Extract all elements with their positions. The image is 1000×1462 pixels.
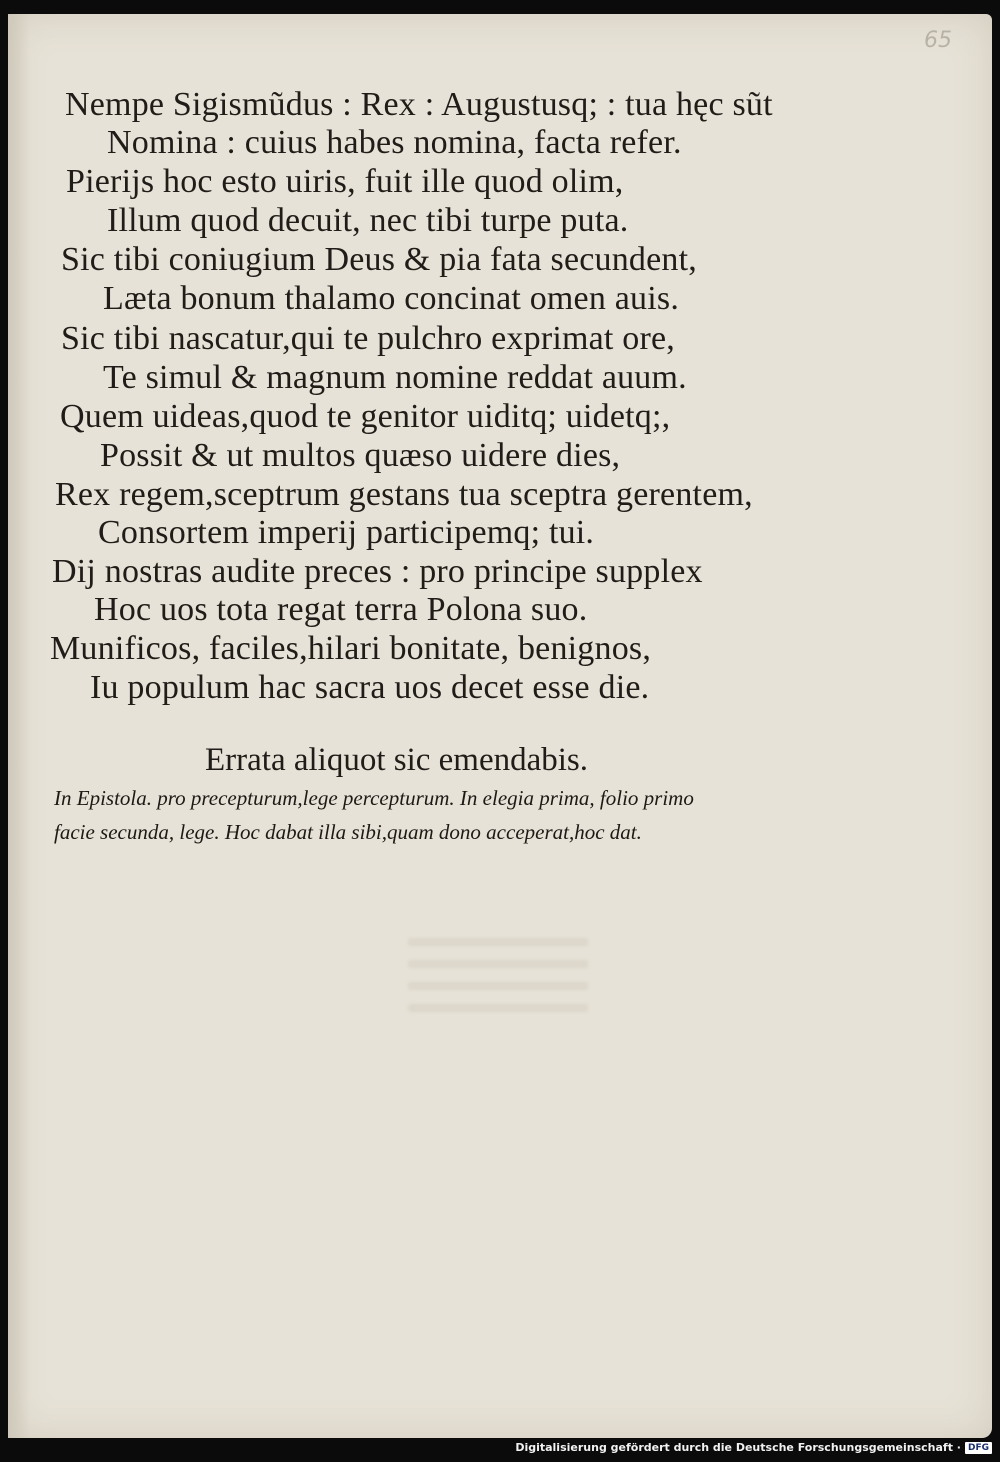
page-gutter-shadow bbox=[8, 14, 30, 1438]
dfg-logo: DFG bbox=[965, 1442, 992, 1454]
verse-line: Consortem imperij participemq; tui. bbox=[98, 514, 595, 551]
verse-line: Quem uideas,quod te genitor uiditq; uidetq;, bbox=[60, 398, 671, 435]
verse-line: Pierijs hoc esto uiris, fuit ille quod olim, bbox=[66, 163, 624, 200]
funding-credit-text: Digitalisierung gefördert durch die Deutsche Forschungsgemeinschaft · bbox=[515, 1441, 961, 1454]
verse-line: Læta bonum thalamo concinat omen auis. bbox=[103, 280, 680, 317]
verse-line: Iu populum hac sacra uos decet esse die. bbox=[90, 669, 650, 706]
verse-line: Nempe Sigismũdus : Rex : Augustusq; : tua hęc sũt bbox=[65, 86, 773, 123]
verse-line: Dij nostras audite preces : pro principe supplex bbox=[52, 553, 703, 590]
verse-line: Possit & ut multos quæso uidere dies, bbox=[100, 437, 621, 474]
ink-bleedthrough bbox=[408, 932, 588, 1022]
verse-line: Illum quod decuit, nec tibi turpe puta. bbox=[107, 202, 629, 239]
funding-credit bbox=[515, 1441, 992, 1454]
verse-line: Te simul & magnum nomine reddat auum. bbox=[103, 359, 687, 396]
verse-line: Sic tibi nascatur,qui te pulchro exprimat ore, bbox=[61, 320, 675, 357]
errata-heading: Errata aliquot sic emendabis. bbox=[205, 742, 589, 778]
book-page bbox=[8, 14, 992, 1438]
folio-number: 65 bbox=[924, 28, 952, 53]
verse-line: Munificos, faciles,hilari bonitate, benignos, bbox=[50, 630, 652, 667]
errata-line: In Epistola. pro precepturum,lege percepturum. In elegia prima, folio primo bbox=[54, 786, 694, 810]
verse-line: Rex regem,sceptrum gestans tua sceptra gerentem, bbox=[55, 476, 753, 513]
verse-line: Hoc uos tota regat terra Polona suo. bbox=[94, 591, 588, 628]
verse-line: Nomina : cuius habes nomina, facta refer. bbox=[107, 124, 682, 161]
errata-line: facie secunda, lege. Hoc dabat illa sibi,quam dono acceperat,hoc dat. bbox=[54, 820, 642, 844]
verse-line: Sic tibi coniugium Deus & pia fata secundent, bbox=[61, 241, 697, 278]
